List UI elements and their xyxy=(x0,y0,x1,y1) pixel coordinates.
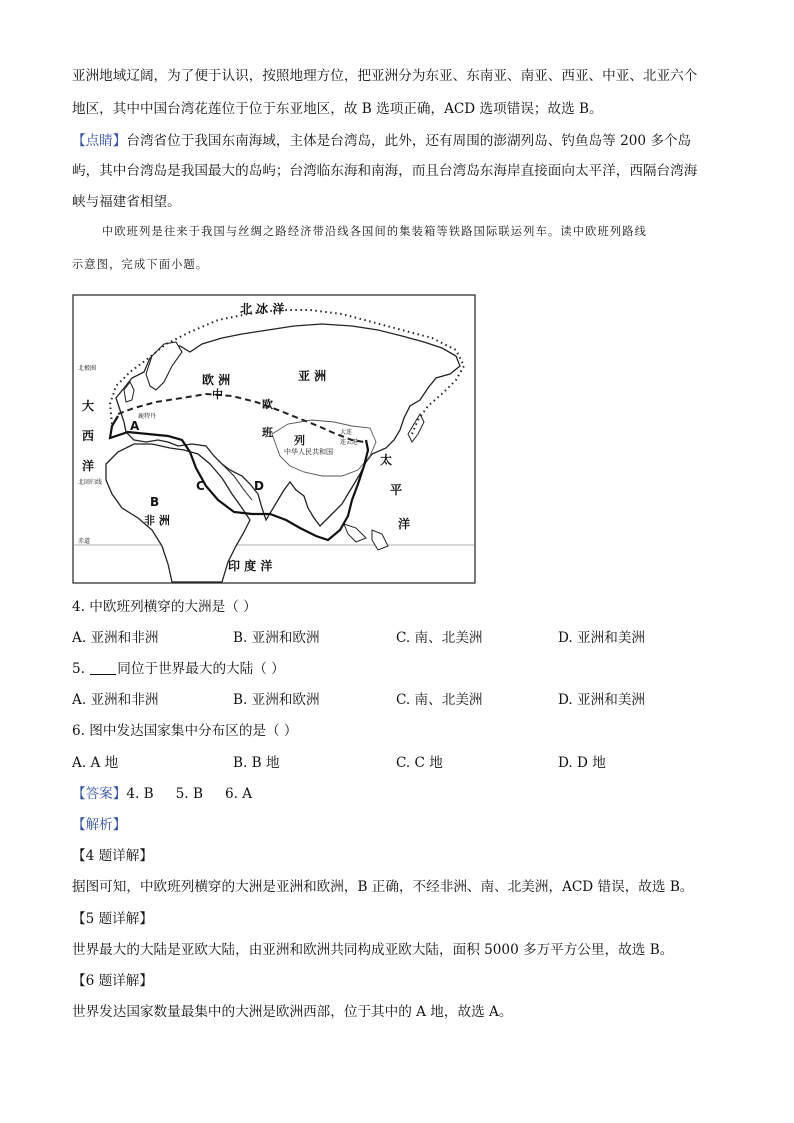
analysis-q5-text: 世界最大的大陆是亚欧大陆，由亚洲和欧洲共同构成亚欧大陆，面积 5000 多万平方公里，故选 B。 xyxy=(72,942,674,958)
answer-line xyxy=(72,784,252,804)
label-point-b: B xyxy=(150,495,160,509)
label-europe: 欧 洲 xyxy=(202,373,231,387)
tip-line xyxy=(72,131,691,151)
analysis-q4-title: 【4 题详解】 xyxy=(72,848,153,864)
label-china: 中华人民共和国 xyxy=(284,448,333,456)
analysis-q5-title: 【5 题详解】 xyxy=(72,911,153,927)
label-point-c: C xyxy=(196,479,205,493)
tip-text: 台湾省位于我国东南海域，主体是台湾岛，此外，还有周围的澎湖列岛、钓鱼岛等 200 多个岛 xyxy=(126,133,692,149)
label-pacific-2: 平 xyxy=(390,483,403,497)
tip-tag: 【点睛】 xyxy=(72,133,127,149)
label-point-a: A xyxy=(130,419,140,433)
question-5-option-a: A. 亚洲和非洲 xyxy=(72,692,159,708)
label-pacific-3: 洋 xyxy=(398,517,411,531)
question-4-option-c: C. 南、北美洲 xyxy=(396,630,483,646)
question-4-option-a: A. 亚洲和非洲 xyxy=(72,630,159,646)
question-6-option-a: A. A 地 xyxy=(72,755,119,771)
label-tropic-cancer: 北回归线 xyxy=(78,479,103,486)
label-city-rotterdam: 鹿特丹 xyxy=(138,413,157,420)
analysis-tag: 【解析】 xyxy=(72,817,127,833)
label-route-1: 中 xyxy=(212,388,223,401)
question-5-text: 同位于世界最大的大陆（ ） xyxy=(117,661,285,677)
label-route-2: 欧 xyxy=(262,398,273,411)
question-5-option-c: C. 南、北美洲 xyxy=(396,692,483,708)
question-5-option-b: B. 亚洲和欧洲 xyxy=(233,692,320,708)
china-europe-railway-map xyxy=(72,294,476,584)
question-4-stem: 4. 中欧班列横穿的大洲是（ ） xyxy=(72,599,257,615)
paragraph-line: 亚洲地域辽阔，为了便于认识，按照地理方位，把亚洲分为东亚、东南亚、南亚、西亚、中亚、北亚六个 xyxy=(72,68,698,84)
label-arctic-circle: 北极圈 xyxy=(78,365,97,372)
label-indian-ocean: 印 度 洋 xyxy=(228,559,273,573)
label-city-dalian: 大连 xyxy=(340,429,353,436)
label-point-d: D xyxy=(254,479,264,493)
answer-tag: 【答案】 xyxy=(72,786,127,802)
analysis-q4-text: 据图可知，中欧班列横穿的大洲是亚洲和欧洲，B 正确，不经非洲、南、北美洲，ACD 错误，故选 B。 xyxy=(72,879,694,895)
paragraph-line: 屿，其中台湾岛是我国最大的岛屿；台湾临东海和南海，而且台湾岛东海岸直接面向太平洋，西隔台湾海 xyxy=(72,163,698,179)
answer-5: 5. B xyxy=(175,786,203,802)
analysis-q6-text: 世界发达国家数量最集中的大洲是欧洲西部，位于其中的 A 地，故选 A。 xyxy=(72,1004,513,1020)
label-africa: 非 洲 xyxy=(144,514,170,527)
label-route-3: 班 xyxy=(262,426,273,439)
fill-blank xyxy=(90,660,116,675)
label-pacific-1: 太 xyxy=(380,453,393,467)
label-route-4: 列 xyxy=(294,434,305,447)
analysis-q6-title: 【6 题详解】 xyxy=(72,973,153,989)
answer-4: 4. B xyxy=(126,786,154,802)
label-city-lianyungang: 连云港 xyxy=(340,439,359,446)
question-4-option-d: D. 亚洲和美洲 xyxy=(558,630,646,646)
question-6-option-b: B. B 地 xyxy=(233,755,280,771)
question-intro-line: 中欧班列是往来于我国与丝绸之路经济带沿线各国间的集装箱等铁路国际联运列车。读中欧班列路线 xyxy=(102,225,648,238)
label-atlantic-3: 洋 xyxy=(82,459,95,473)
question-6-option-d: D. D 地 xyxy=(558,755,606,771)
label-asia: 亚 洲 xyxy=(298,369,327,383)
paragraph-line: 地区，其中中国台湾花莲位于位于东亚地区，故 B 选项正确，ACD 选项错误；故选 B。 xyxy=(72,101,603,117)
label-equator: 赤道 xyxy=(78,538,91,545)
question-6-stem: 6. 图中发达国家集中分布区的是（ ） xyxy=(72,723,298,739)
label-arctic-ocean: 北 冰 洋 xyxy=(240,302,285,316)
answer-6: 6. A xyxy=(224,786,253,802)
paragraph-line: 峡与福建省相望。 xyxy=(72,194,181,210)
question-5-stem xyxy=(72,659,285,679)
question-6-option-c: C. C 地 xyxy=(396,755,443,771)
question-intro-line: 示意图，完成下面小题。 xyxy=(72,258,209,271)
label-atlantic-1: 大 xyxy=(82,399,95,413)
label-atlantic-2: 西 xyxy=(82,429,95,443)
question-5-option-d: D. 亚洲和美洲 xyxy=(558,692,646,708)
question-4-option-b: B. 亚洲和欧洲 xyxy=(233,630,320,646)
question-5-number: 5. xyxy=(72,661,90,677)
